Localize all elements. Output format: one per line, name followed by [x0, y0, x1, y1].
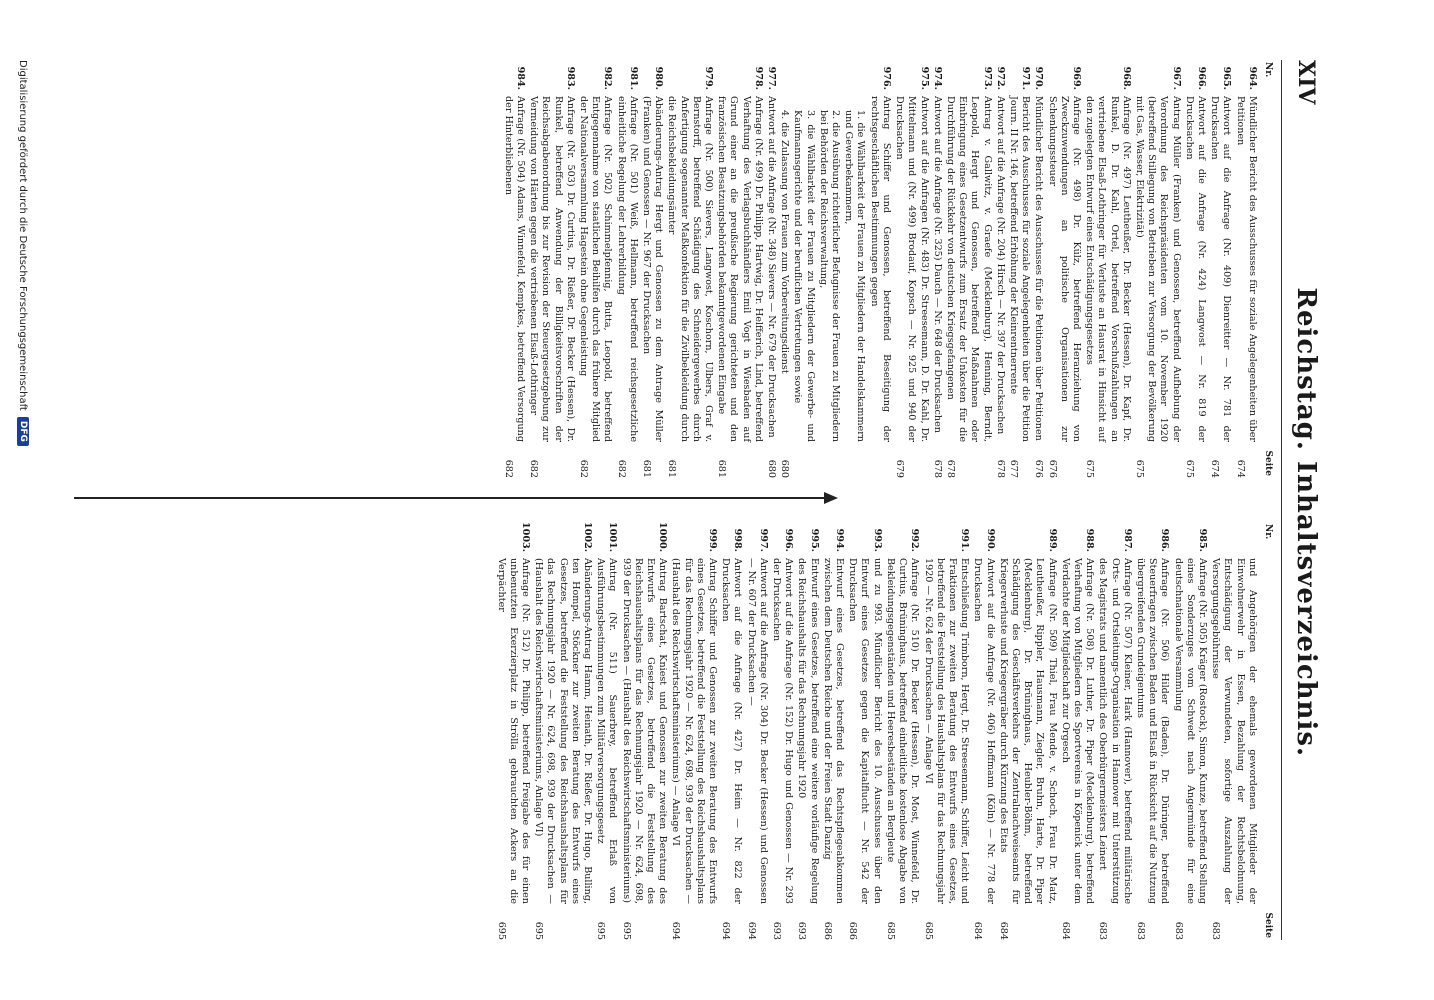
index-entry: [1133, 60, 1182, 478]
entry-text: Antwort auf die Anfrage (Nr. 427) Dr. Heim — Nr. 822 der Drucksachen: [720, 558, 744, 904]
index-entry: [765, 60, 777, 478]
entry-page: 677: [1007, 459, 1019, 478]
entry-number: 1001.: [607, 522, 619, 553]
entry-number: 976.: [880, 66, 892, 90]
page-header: [1286, 60, 1326, 940]
footer-text: Digitalisierung gefördert durch die Deutsche Forschungsgemeinschaft: [17, 60, 29, 411]
index-entry: [931, 60, 943, 478]
entry-number: 973.: [981, 66, 993, 90]
index-entry: [868, 60, 892, 478]
entry-text: 1. die Wählbarkeit der Frauen zu Mitgliedern der Handelskammern und Gewerbekammern,: [843, 110, 867, 442]
index-entry: [1032, 60, 1044, 478]
entry-text: Antrag v. Gallwitz, v. Graefe (Mecklenburg), Henning, Berndt, Leopold, Hergt und Genossen, betreffend Maßnahmen oder Einbringung eines Gesetzentwurfs zum Ersatz der Unkosten für die Durchführung der Rückkehr von deutschen Kriegsgefangenen: [944, 96, 993, 442]
entry-page: 681: [666, 459, 678, 478]
entry-text: Antrag (Nr. 511) Sauerbrey, betreffend Erlaß von Ausführungsbestimmungen zum Militärversorgungsgesetz: [595, 558, 619, 904]
entry-text: Mündlicher Bericht des Ausschusses für soziale Angelegenheiten über Petitionen: [1234, 96, 1258, 442]
entry-number: 989.: [1046, 528, 1058, 552]
column-divider: [74, 497, 834, 499]
entry-number: 965.: [1221, 66, 1233, 90]
page-title: Reichstag. Inhaltsverzeichnis.: [1291, 287, 1321, 758]
index-entry: [1096, 522, 1133, 940]
index-entry: [791, 60, 815, 478]
entry-page: 678: [994, 459, 1006, 478]
right-column-head: [1262, 522, 1274, 940]
entry-text: Antrag Schiffer und Genossen, betreffend Beseitigung der rechtsgeschäftlichen Bestimmungen gegen: [868, 96, 892, 442]
entry-page: 695: [495, 921, 507, 940]
index-entry: [1183, 60, 1207, 478]
entry-text: Antrag Schiffer und Genossen zur zweiten Beratung des Entwurfs eines Gesetzes, betreffend die Feststellung des Reichshaushaltsplans für das Rechnungsjahr 1920 — Nr. 624, 698, 939 der Drucksachen — (Haushalt des Reichswirtschaftsministeriums) — Anlage VI: [670, 558, 719, 904]
entry-number: 987.: [1121, 528, 1133, 552]
index-entry: [614, 60, 638, 478]
entry-number: 996.: [783, 528, 795, 552]
index-entry: [1083, 60, 1132, 478]
entry-text: Anfrage (Nr. 506) Hilder (Baden), Dr. Düringer, betreffend Steuerfragen zwischen Baden und Elsaß in Rücksicht auf die Nutzung übergreifenden Grundeigentums: [1134, 558, 1171, 904]
index-entry: [1045, 60, 1082, 478]
entry-page: 683: [1097, 921, 1109, 940]
entry-page: 678: [931, 459, 943, 478]
entry-text: Anfrage (Nr. 508) Dr. Luther, Dr. Piper (Mecklenburg), betreffend Verhaftung von Mitgliedern des Sportvereins in Köpenick unter dem Verdachte der Mitgliedschaft zur Orgesch: [1059, 558, 1096, 904]
entry-page: 681: [716, 459, 728, 478]
entry-text: Antwort auf die Anfrage (Nr. 348) Sievers — Nr. 679 der Drucksachen: [766, 96, 778, 438]
entry-number: 974.: [931, 66, 943, 90]
entry-page: 674: [1234, 459, 1246, 478]
index-entry: [619, 522, 668, 940]
entry-page: 686: [847, 921, 859, 940]
left-column: [44, 60, 1274, 478]
entry-number: [791, 60, 815, 90]
entry-text: Anfrage (Nr. 498) Dr. Külz, betreffend Heranziehung von Zweckzuwendungen an politische Organisationen zur Schenkungssteuer: [1046, 96, 1082, 442]
entry-number: 969.: [1070, 66, 1082, 90]
entry-number: 984.: [515, 66, 527, 90]
entry-text: Entwurf eines Gesetzes, betreffend das Rechtspflegeabkommen zwischen dem Deutschen Reiche und der Freien Stadt Danzig: [821, 558, 846, 904]
entry-number: 999.: [707, 528, 719, 552]
entry-number: 979.: [703, 66, 715, 90]
entry-page: 695: [533, 921, 545, 940]
entry-text: Anfrage (Nr. 505) Kräger (Rostock), Simon, Kunze, betreffend Stellung eines Sonderzuges vom Schwedt nach Angermünde für eine deutschnationale Versammlung: [1172, 558, 1208, 904]
entry-number: 983.: [564, 66, 576, 90]
index-entry: [1171, 522, 1208, 940]
entry-number: 986.: [1159, 528, 1171, 552]
entry-page: 683: [1210, 921, 1222, 940]
entry-number: 970.: [1033, 66, 1045, 90]
entry-page: 684: [972, 921, 984, 940]
entry-page: 682: [578, 459, 590, 478]
entry-page: 676: [1046, 459, 1058, 478]
index-entry: [744, 522, 768, 940]
left-entry-list: [502, 60, 1258, 478]
entry-number: 997.: [757, 528, 769, 552]
index-entry: [577, 60, 614, 478]
entry-page: 695: [595, 921, 607, 940]
entry-page: 679: [894, 459, 906, 478]
entry-number: 985.: [1196, 528, 1208, 552]
entry-text: Anfrage (Nr. 504) Adams, Winnefeld, Kempkes, betreffend Versorgung der Hinterbliebenen: [502, 96, 527, 442]
right-column: [44, 522, 1274, 940]
index-entry: [944, 60, 993, 478]
entry-page: 676: [1033, 459, 1045, 478]
entry-page: 693: [771, 921, 783, 940]
index-entry: [778, 60, 790, 478]
entry-number: 991.: [959, 528, 971, 552]
entry-number: 980.: [653, 66, 665, 90]
entry-number: 967.: [1170, 66, 1182, 90]
index-entry: [770, 522, 794, 940]
index-entry: [817, 60, 841, 478]
entry-page: 683: [1134, 921, 1146, 940]
entry-number: 978.: [752, 66, 764, 90]
entry-page: 680: [779, 459, 791, 478]
entry-text: Antwort auf die Anfrage (Nr. 152) Dr. Hugo und Genossen — Nr. 293 der Drucksachen: [771, 558, 795, 904]
entry-text: Anfrage (Nr. 512) Dr. Philipp, betreffend Freigabe des für einen unbenutzten Exerzierplatz in Strölla gebrauchten Ackers an die Verpächter: [495, 558, 532, 904]
entry-text: Anfrage (Nr. 499) Dr. Philipp, Hartwig, Dr. Helfferich, Lind, betreffend Verhaftung des Verlagsbuchhändlers Emil Vogt in Wiesbaden auf Grund einer an die preußische Regierung gerichteten und den französischen Besatzungsbehörden bekanntgewordenen Eingabe: [716, 96, 764, 442]
index-entry: [884, 522, 921, 940]
entry-number: 988.: [1084, 528, 1096, 552]
entry-text: Antwort auf die Anfrage (Nr. 424) Langwost — Nr. 819 der Drucksachen: [1183, 96, 1207, 442]
entry-page: 675: [1133, 459, 1145, 478]
index-entry: [1059, 522, 1096, 940]
entry-number: 968.: [1120, 66, 1132, 90]
entry-text: Abänderungs-Antrag Hergt und Genossen zu dem Antrage Müller (Franken) und Genossen — Nr. 967 der Drucksachen: [641, 96, 665, 442]
index-entry: [1134, 522, 1171, 940]
entry-page: 695: [620, 921, 632, 940]
index-entry: [594, 522, 618, 940]
entry-page: 675: [1084, 459, 1096, 478]
entry-text: 2. die Ausübung richterlicher Befugnisse der Frauen zu Mitgliedern bei Behörden der Reichsverwaltung,: [817, 110, 842, 442]
entry-number: [842, 60, 866, 90]
entry-text: Anfrage (Nr. 500) Sievers, Langwost, Koschorn, Ulbers, Graf v. Bernstorff, betreffend Schädigung des Schneidergewerbes durch Anfertigung sogenannter Maßkonfektion für die Zivilbekleidung durch die Reichsbekleidungsämter: [666, 96, 715, 442]
index-entry: [821, 522, 845, 940]
entry-text: Entschließung Trimborn, Hergt, Dr. Streesemann, Schiffer, Leicht und Fraktionen zur zweiten Beratung des Entwurfs eines Gesetzes, betreffend die Feststellung des Haushaltsplans für das Rechnungsjahr 1920 — Nr. 624 der Drucksachen — Anlage VI: [922, 558, 971, 904]
entry-page: 681: [641, 459, 653, 478]
entry-number: 993.: [871, 528, 883, 552]
entry-text: Abänderungs-Antrag Hamm, Heinath, Dr. Rießer, Dr. Hugo, Bulling, ten Hompel, Stöckner zur zweiten Beratung des Entwurfs eines Gesetzes, betreffend die Feststellung des Reichshaushaltsplans für das Rechnungsjahr 1920 — Nr. 624, 698, 939 der Drucksachen — (Haushalt des Reichswirtschaftsministeriums, Anlage VI): [533, 558, 594, 904]
entry-number: 1000.: [657, 522, 669, 553]
index-entry: [502, 60, 526, 478]
header-rule: [1281, 60, 1282, 940]
entry-text: Antrag Müller (Franken) und Genossen, betreffend Aufhebung der Verordnung des Reichspräsidenten vom 10. November 1920 (betreffend Stillegung von Betrieben zur Versorgung der Bevölkerung mit Gas, Wasser, Elektrizität): [1133, 96, 1182, 442]
entry-text: Antwort auf die Anfrage (Nr. 204) Hirsch — Nr. 397 der Drucksachen: [994, 96, 1006, 435]
index-entry: [640, 60, 664, 478]
index-entry: [893, 60, 930, 478]
entry-text: Anfrage (Nr. 507) Kleiner, Hark (Hannover), betreffend militärische Orts- und Ortsleitungs-Organisation in Hannover mit Unterstützung des Magistrats und namentlich des Oberbürgermeisters Leinert: [1097, 558, 1133, 904]
entry-page: 674: [1209, 459, 1221, 478]
entry-number: 1002.: [582, 522, 594, 553]
index-entry: [846, 522, 883, 940]
entry-page: 682: [502, 459, 514, 478]
entry-page: 682: [528, 459, 540, 478]
entry-number: 964.: [1246, 66, 1258, 90]
entry-text: Antwort auf die Anfragen (Nr. 483) Dr. Streesemann, D. Dr. Kahl, Dr. Mittelmann und (Nr. 499) Brodauf, Kopsch — Nr. 925 und 940 der Drucksachen: [894, 96, 930, 442]
seite-label: Seite: [1263, 450, 1273, 476]
entry-number: [778, 60, 790, 90]
entry-page: 678: [944, 459, 956, 478]
entry-text: Antrag Bartschat, Kniest und Genossen zur zweiten Beratung des Entwurfs eines Gesetzes, betreffend die Feststellung des Reichshaushaltsplans für das Rechnungsjahr 1920 — Nr. 624, 698, 939 der Drucksachen — (Haushalt des Reichswirtschaftsministeriums): [620, 558, 669, 904]
entry-text: Antwort auf die Anfrage (Nr. 325) Dauch — Nr. 648 der Drucksachen: [931, 96, 943, 433]
right-entry-list: [494, 522, 1257, 940]
nr-label: Nr.: [1263, 524, 1273, 540]
entry-page: 683: [1172, 921, 1184, 940]
entry-text: Anfrage (Nr. 503) Dr. Curtius, Dr. Rießer, Dr. Becker (Hessen), Dr. Runkel, betreffend Anwendung der Billigkeitsvorschriften der Reichsabgabenordnung bis zur Revision der Steuergesetzgebung zur Vermeidung von Härten gegen die vertriebenen Elsaß-Lothringer: [528, 96, 576, 442]
entry-text: Antwort auf die Anfrage (Nr. 406) Hoffmann (Köln) — Nr. 778 der Drucksachen: [972, 558, 996, 904]
index-entry: [669, 522, 718, 940]
entry-number: 982.: [602, 66, 614, 90]
entry-page: 694: [745, 921, 757, 940]
entry-number: 975.: [918, 66, 930, 90]
dfg-logo: DFG: [17, 417, 29, 446]
entry-text: Anfrage (Nr. 497) Leutheußer, Dr. Becker (Hessen), Dr. Kapf, Dr. Runkel, D. Dr. Kahl, Ortel, betreffend Vorschußzahlungen an vertriebene Elsaß-Lothringer für Verluste an Hausrat in Hinsicht auf den zugelegten Entwurf eines Entschädigungsgesetzes: [1084, 96, 1132, 442]
index-entry: [527, 60, 576, 478]
entry-page: 686: [821, 921, 833, 940]
entry-text: und Angehörigen der ehemals gewordenen Mitglieder der Einwohnerwehr in Essen, Bezahlung der Rechtsbelohnung, Entschädigung der Verwundeten, sofortige Auszahlung der Versorgungsgebührnisse: [1210, 558, 1258, 904]
index-entry: [795, 522, 819, 940]
entry-text: Anfrage (Nr. 510) Dr. Becker (Hessen), Dr. Most, Winnefeld, Dr. Curtius, Brüninghaus, betreffend einheitliche kostenlose Abgabe von Bekleidungsgegenständen und Heeresbeständen an Bergleute: [884, 558, 921, 904]
left-column-head: [1262, 60, 1274, 478]
entry-number: 981.: [627, 66, 639, 90]
entry-number: 994.: [834, 528, 846, 552]
index-entry: [971, 522, 995, 940]
index-entry: [532, 522, 593, 940]
seite-label: Seite: [1263, 912, 1273, 938]
entry-text: Mündlicher Bericht des Ausschusses für die Petitionen über Petitionen: [1033, 96, 1045, 441]
entry-number: 977.: [766, 66, 778, 90]
entry-number: [817, 60, 841, 90]
entry-text: Anfrage (Nr. 501) Weiß, Hellmann, betreffend reichsgesetzliche einheitliche Regelung der Lehrerbildung: [615, 96, 639, 442]
index-entry: [994, 60, 1006, 478]
entry-text: Anfrage (Nr. 509) Thiel, Frau Mende, v. Schoch, Frau Dr. Matz, Leutheußer, Rippler, Hausmann, Ziegler, Bruhn, Harte, Dr. Piper (Mecklenburg), Dr. Brüninghaus, Heubler-Böhm, betreffend Schädigung des Geschäftsverkehrs der Zentralnachweiseamts für Kriegerverluste und Kriegergräber durch Kürzung des Etats: [997, 558, 1058, 904]
page-footer: [17, 60, 29, 446]
index-entry: [921, 522, 970, 940]
entry-number: 1003.: [520, 522, 532, 553]
entry-page: 684: [997, 921, 1009, 940]
entry-text: Antwort auf die Anfrage (Nr. 304) Dr. Becker (Hessen) und Genossen — Nr. 607 der Drucksachen —: [745, 558, 769, 904]
entry-text: 3. die Wählbarkeit der Frauen zu Mitgliedern der Gewerbe- und Kaufmannsgerichte und der beruflichen Vertretungen sowie: [792, 110, 816, 442]
entry-text: Entwurf eines Gesetzes, betreffend eine weitere vorläufige Regelung des Reichshaushalts für das Rechnungsjahr 1920: [796, 558, 820, 904]
entry-text: Bericht des Ausschusses für soziale Angelegenheiten über die Petition Journ. II Nr. 146, betreffend Erhöhung der Kleinrentnerrente: [1007, 96, 1032, 442]
entry-text: Antwort auf die Anfrage (Nr. 409) Dienreitter — Nr. 781 der Drucksachen: [1209, 96, 1233, 442]
index-entry: [665, 60, 714, 478]
entry-text: 4. die Zulassung von Frauen zum Vorbereitungsdienst: [779, 110, 791, 374]
index-entry: [494, 522, 531, 940]
entry-page: 685: [922, 921, 934, 940]
index-entry: [997, 522, 1058, 940]
index-entry: [1233, 60, 1257, 478]
entry-number: [1209, 522, 1258, 552]
entry-number: 998.: [732, 528, 744, 552]
entry-page: 682: [615, 459, 627, 478]
entry-text: und zu 993. Mündlicher Bericht des 10. Ausschusses über den Entwurf eines Gesetzes gegen die Kapitalflucht — Nr. 542 der Drucksachen: [847, 558, 883, 904]
nr-label: Nr.: [1263, 62, 1273, 78]
page-number: XIV: [1293, 60, 1319, 105]
index-entry: [1209, 522, 1258, 940]
entry-page: 684: [1059, 921, 1071, 940]
entry-number: 966.: [1195, 66, 1207, 90]
entry-page: 693: [796, 921, 808, 940]
entry-number: 990.: [984, 528, 996, 552]
entry-text: Anfrage (Nr. 502) Schimmelpfennig, Butta, Leopold, betreffend Entgegennahme von staatlichen Beihilfen durch das frühere Mitglied der Nationalversammlung Hagestein ohne Gegenleistung: [578, 96, 614, 442]
index-entry: [719, 522, 743, 940]
index-entry: [1208, 60, 1232, 478]
entry-page: 675: [1183, 459, 1195, 478]
index-entry: [842, 60, 866, 478]
entry-page: 685: [884, 921, 896, 940]
index-entry: [715, 60, 764, 478]
entry-number: 995.: [808, 528, 820, 552]
entry-number: 972.: [994, 66, 1006, 90]
entry-page: 694: [720, 921, 732, 940]
index-entry: [1007, 60, 1031, 478]
entry-number: 971.: [1020, 66, 1032, 90]
entry-page: 680: [766, 459, 778, 478]
entry-number: 992.: [909, 528, 921, 552]
entry-page: 694: [670, 921, 682, 940]
